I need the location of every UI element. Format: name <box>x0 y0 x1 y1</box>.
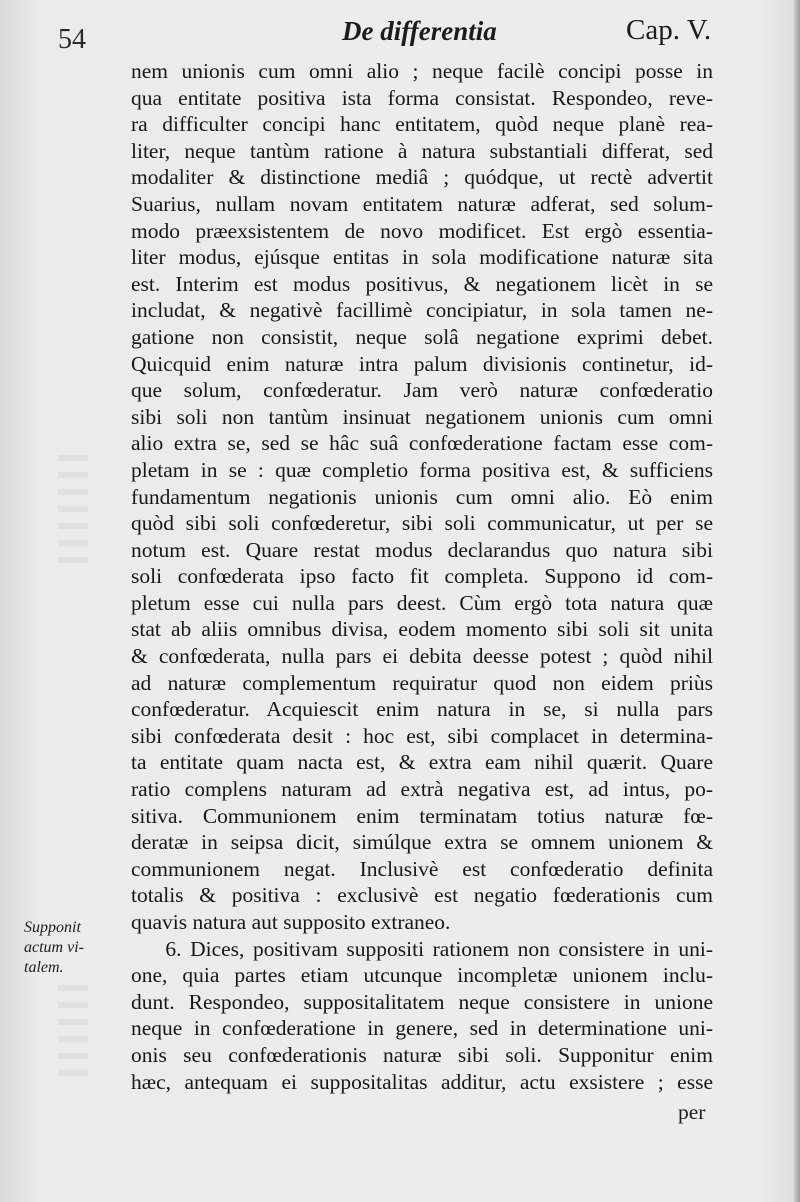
text-line: sitiva. Communionem enim terminatam totius naturæ fœ- <box>131 803 713 828</box>
text-line: que solum, confœderatur. Jam verò naturæ confœderatio <box>131 378 713 403</box>
text-line: pletum esse cui nulla pars deest. Cùm ergò tota natura quæ <box>131 590 713 615</box>
text-line: dunt. Respondeo, suppositalitatem neque consistere in unione <box>131 989 713 1014</box>
margin-note <box>24 918 124 978</box>
text-line: sibi soli non tantùm insinuat negationem unionis cum omni <box>131 404 713 429</box>
text-line: pletam in se : quæ completio forma positiva est, & sufficiens <box>131 457 713 482</box>
text-line: liter modus, ejúsque entitas in sola modificatione naturæ sita <box>131 245 713 270</box>
text-line: one, quia partes etiam utcunque incompletæ unionem inclu- <box>131 963 713 988</box>
catchword: per <box>678 1100 706 1124</box>
text-line: qua entitate positiva ista forma consistat. Respondeo, reve- <box>131 85 713 110</box>
margin-note-line: Supponit <box>24 919 81 936</box>
page-edge-shadow <box>794 0 800 1202</box>
text-line: notum est. Quare restat modus declarandus quo natura sibi <box>131 537 713 562</box>
text-line: includat, & negativè facillimè concipiatur, in sola tamen ne- <box>131 298 713 323</box>
text-line: ra difficulter concipi hanc entitatem, quòd neque planè rea- <box>131 112 713 137</box>
text-line: Suarius, nullam novam entitatem naturæ adferat, sed solum- <box>131 191 713 216</box>
text-line: modo præexsistentem de novo modificet. Est ergò essentia- <box>131 218 713 243</box>
text-line: stat ab aliis omnibus divisa, eodem momento sibi soli sit unita <box>131 617 713 642</box>
bleed-through-left-margin-mark <box>58 985 88 1085</box>
text-line: quòd sibi soli confœderetur, sibi soli communicatur, ut per se <box>131 511 713 536</box>
chapter-label: Cap. V. <box>626 14 712 46</box>
text-line: gatione non consistit, neque solâ negatione exprimi debet. <box>131 324 713 349</box>
body-text <box>131 58 713 1095</box>
page-number: 54 <box>58 24 86 55</box>
text-line: ad naturæ complementum requiratur quod non eidem priùs <box>131 670 713 695</box>
text-line: confœderatur. Acquiescit enim natura in se, si nulla pars <box>131 697 713 722</box>
text-line: communionem negat. Inclusivè est confœderatio definita <box>131 856 713 881</box>
running-title: De differentia <box>342 16 497 46</box>
text-line: neque in confœderatione in genere, sed in determinatione uni- <box>131 1016 713 1041</box>
text-line: quavis natura aut supposito extraneo. <box>131 910 451 934</box>
paragraph-start-line: 6. Dices, positivam suppositi rationem non consistere in uni- <box>131 936 713 961</box>
text-line: modaliter & distinctione mediâ ; quódque, ut rectè advertit <box>131 165 713 190</box>
text-line: alio extra se, sed se hâc suâ confœderatione factam esse com- <box>131 431 713 456</box>
margin-note-line: talem. <box>24 959 64 976</box>
text-line: deratæ in seipsa dicit, simúlque extra se omnem unionem & <box>131 830 713 855</box>
text-line: Quicquid enim naturæ intra palum divisionis continetur, id- <box>131 351 713 376</box>
text-line: onis seu confœderationis naturæ sibi soli. Supponitur enim <box>131 1042 713 1067</box>
text-line: totalis & positiva : exclusivè est negatio fœderationis cum <box>131 883 713 908</box>
text-line: & confœderata, nulla pars ei debita deesse potest ; quòd nihil <box>131 644 713 669</box>
text-line: liter, neque tantùm ratione à natura substantiali differat, sed <box>131 138 713 163</box>
text-line: fundamentum negationis unionis cum omni alio. Eò enim <box>131 484 713 509</box>
text-line: nem unionis cum omni alio ; neque facilè concipi posse in <box>131 59 713 83</box>
bleed-through-left-margin-mark <box>58 455 88 565</box>
text-line: sibi confœderata desit : hoc est, sibi complacet in determina- <box>131 723 713 748</box>
text-line: hæc, antequam ei suppositalitas additur, actu exsistere ; esse <box>131 1069 713 1094</box>
text-line: ta entitate quam nacta est, & extra eam nihil quærit. Quare <box>131 750 713 775</box>
text-line: soli confœderata ipso facto fit completa. Suppono id com- <box>131 564 713 589</box>
margin-note-line: actum vi- <box>24 939 84 956</box>
text-line: est. Interim est modus positivus, & negationem licèt in se <box>131 271 713 296</box>
text-line: ratio complens naturam ad extrà negativa est, ad intus, po- <box>131 777 713 802</box>
